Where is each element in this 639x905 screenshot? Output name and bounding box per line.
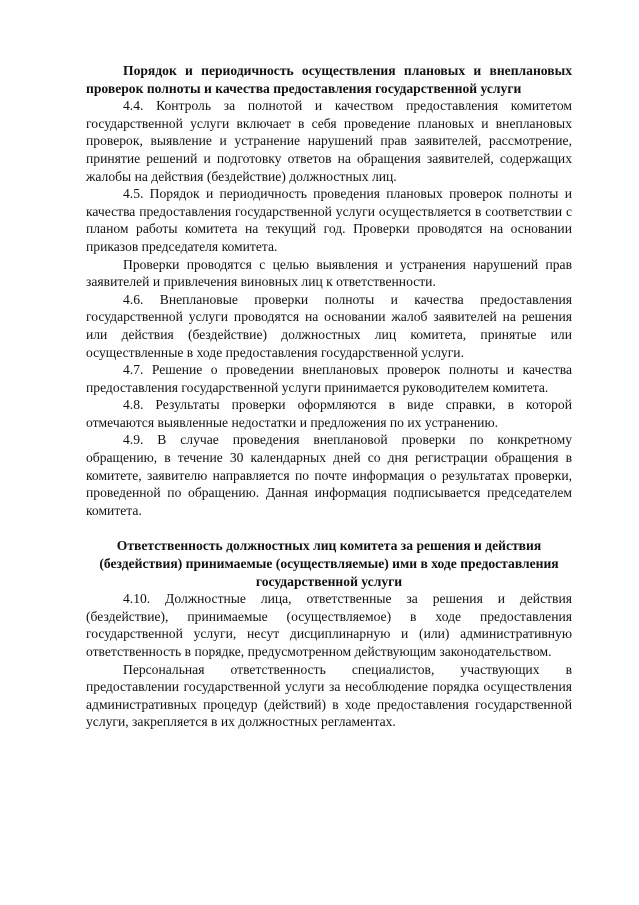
paragraph-personal-responsibility: Персональная ответственность специалистов, участвующих в предоставлении государственной услуги за несоблюдение порядка осуществления административных процедур (действий) в ходе предоставления государственной услуги, закрепляется в их должностных регламентах. — [86, 661, 572, 730]
paragraph-4-8: 4.8. Результаты проверки оформляются в виде справки, в которой отмечаются выявленные недостатки и предложения по их устранению. — [86, 397, 572, 430]
paragraph-4-4: 4.4. Контроль за полнотой и качеством предоставления комитетом государственной услуги включает в себя проведение плановых и внеплановых проверок, выявление и устранение нарушений прав заявителей, рассмотрение, принятие решений и подготовку ответов на обращения заявителей, содержащих жалобы на действия (бездействие) должностных лиц. — [86, 98, 572, 184]
paragraph-inspection-purpose: Проверки проводятся с целью выявления и устранения нарушений прав заявителей и привлечения виновных лиц к ответственности. — [86, 256, 572, 290]
section-heading-responsibility: Ответственность должностных лиц комитета за решения и действия (бездействия) принимаемые (осуществляемые) ими в ходе предоставления государственной услуги — [99, 538, 559, 589]
document-page — [86, 62, 572, 731]
section-heading-inspections: Порядок и периодичность осуществления плановых и внеплановых проверок полноты и качества предоставления государственной услуги — [86, 63, 572, 96]
paragraph-4-10: 4.10. Должностные лица, ответственные за решения и действия (бездействие), принимаемые (осуществляемое) в ходе предоставления государственной услуги, несут дисциплинарную и (или) административную ответственность в порядке, предусмотренном действующим законодательством. — [86, 591, 572, 659]
paragraph-4-6: 4.6. Внеплановые проверки полноты и качества предоставления государственной услуги проводятся на основании жалоб заявителей на решения или действия (бездействие) должностных лиц комитета, принятые или осуществленные в ходе предоставления государственной услуги. — [86, 291, 572, 360]
paragraph-4-9: 4.9. В случае проведения внеплановой проверки по конкретному обращению, в течение 30 календарных дней со дня регистрации обращения в комитете, заявителю направляется по почте информация о результатах проверки, проведенной по обращению. Данная информация подписывается председателем комитета. — [86, 432, 572, 518]
paragraph-4-5: 4.5. Порядок и периодичность проведения плановых проверок полноты и качества предоставления государственной услуги осуществляется в соответствии с планом работы комитета на текущий год. Проверки проводятся на основании приказов председателя комитета. — [86, 186, 572, 254]
paragraph-4-7: 4.7. Решение о проведении внеплановых проверок полноты и качества предоставления государственной услуги принимается руководителем комитета. — [86, 362, 572, 395]
